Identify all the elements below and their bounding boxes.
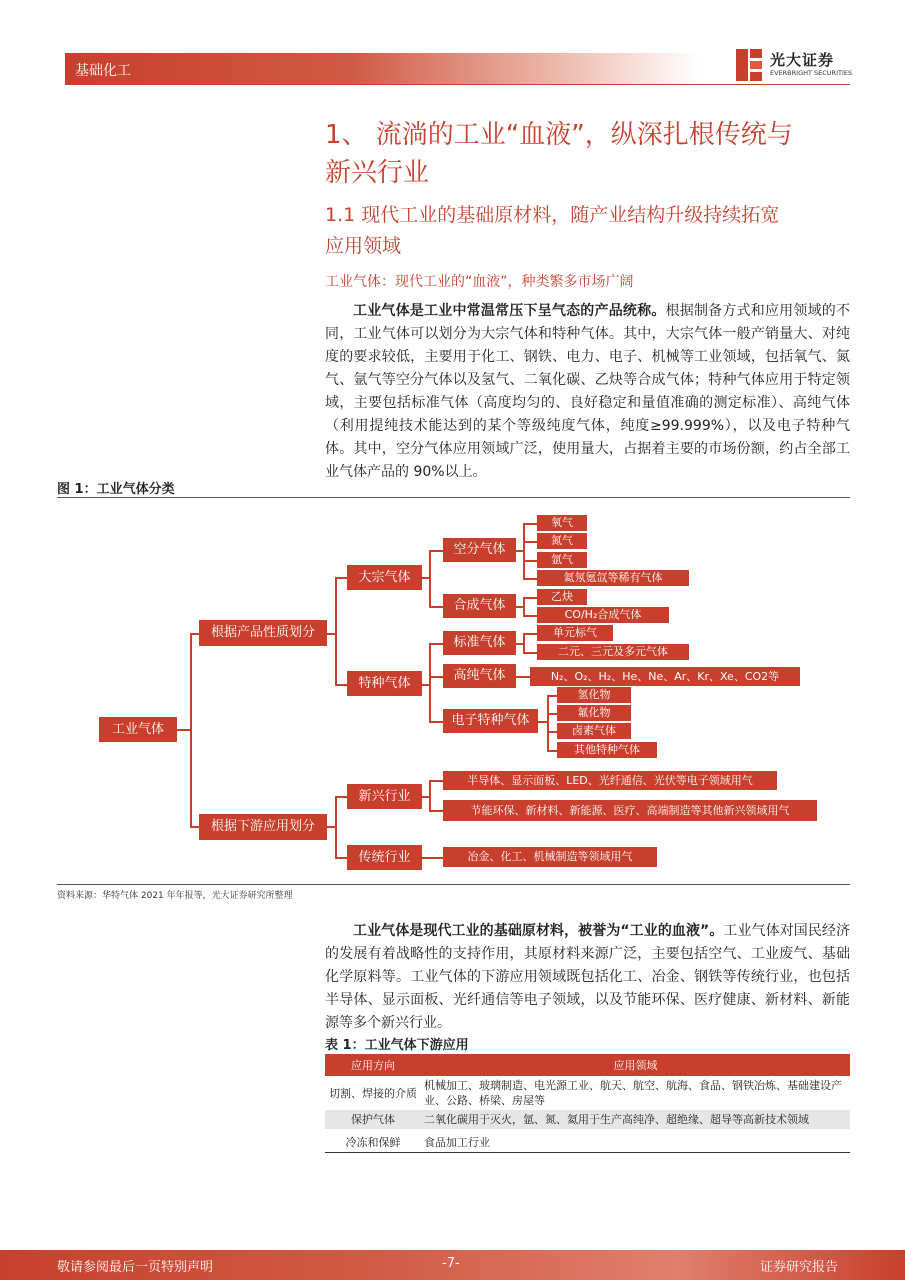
node-emerging-industry: 新兴行业 (347, 784, 422, 809)
node-air-separation: 空分气体 (443, 538, 516, 562)
leaf-electronic-use: 半导体、显示面板、LED、光纤通信、光伏等电子领域用气 (443, 771, 777, 790)
page-number: -7- (442, 1256, 460, 1271)
leaf-syngas: CO/H₂合成气体 (537, 607, 669, 623)
report-category: 基础化工 (75, 63, 131, 79)
connector (429, 721, 443, 723)
connector (429, 643, 431, 721)
subsection-heading-line2: 应用领域 (325, 235, 402, 257)
connector (523, 578, 537, 580)
node-electronic-special-gas: 电子特种气体 (443, 709, 538, 733)
connector (523, 523, 537, 525)
connector (429, 676, 443, 678)
connector (523, 560, 537, 562)
header-rule (65, 84, 850, 85)
connector (523, 597, 537, 599)
connector (421, 857, 443, 859)
leaf-rare-gases: 氦氖氪氙等稀有气体 (537, 570, 689, 586)
leaf-oxygen: 氧气 (537, 515, 587, 531)
connector (523, 597, 525, 615)
node-standard-gas: 标准气体 (443, 631, 516, 655)
footer-disclaimer: 敬请参阅最后一页特别声明 (57, 1260, 214, 1275)
table-cell: 机械加工、玻璃制造、电光源工业、航天、航空、航海、食品、钢铁冶炼、基础建设产业、公路、桥梁、房屋等 (424, 1079, 842, 1107)
section-heading-line1: 1、 流淌的工业“血液”，纵深扎根传统与 (325, 120, 793, 150)
logo-english-name: EVERBRIGHT SECURITIES (770, 69, 853, 77)
node-by-property: 根据产品性质划分 (199, 620, 327, 646)
node-traditional-industry: 传统行业 (347, 845, 422, 870)
connector (547, 713, 557, 715)
connector (523, 615, 537, 617)
connector (335, 684, 347, 686)
paragraph-2-lead: 工业气体是现代工业的基础原材料，被誉为“工业的血液”。 (353, 923, 724, 939)
table-cell: 食品加工行业 (424, 1135, 490, 1149)
logo-mark-icon (736, 49, 764, 81)
connector (429, 780, 431, 810)
table-header-field: 应用领域 (421, 1054, 850, 1076)
figure-title: 图 1：工业气体分类 (57, 482, 175, 497)
figure-bottom-rule (57, 884, 850, 885)
connector (335, 796, 347, 798)
paragraph-2 (325, 920, 850, 1035)
paragraph-1 (325, 300, 850, 484)
leaf-multi-standard: 二元、三元及多元气体 (537, 644, 689, 660)
footer-bar (0, 1250, 905, 1280)
connector (429, 606, 443, 608)
node-industrial-gas: 工业气体 (99, 717, 177, 742)
connector (429, 550, 443, 552)
connector (335, 796, 337, 857)
table-row (325, 1076, 850, 1110)
connector (515, 676, 530, 678)
header-bar (65, 53, 700, 85)
company-logo (736, 47, 856, 83)
table-bottom-rule (325, 1152, 850, 1153)
leaf-other-emerging-use: 节能环保、新材料、新能源、医疗、高端制造等其他新兴领域用气 (443, 800, 817, 821)
topic-heading: 工业气体：现代工业的“血液”，种类繁多市场广阔 (325, 274, 634, 290)
connector (523, 523, 525, 578)
node-high-purity-gas: 高纯气体 (443, 664, 516, 688)
figure-top-rule (57, 497, 850, 498)
connector (335, 857, 347, 859)
leaf-argon: 氩气 (537, 552, 587, 568)
table-cell: 二氧化碳用于灭火，氩、氮、氦用于生产高纯净、超绝缘、超导等高新技术领域 (421, 1110, 850, 1129)
table-cell: 切割、焊接的介质 (329, 1086, 417, 1100)
logo-chinese-name: 光大证券 (770, 51, 835, 69)
leaf-hydrides: 氢化物 (557, 687, 631, 703)
paragraph-1-lead: 工业气体是工业中常温常压下呈气态的产品统称。 (353, 303, 666, 319)
connector (335, 577, 347, 579)
connector (429, 643, 443, 645)
paragraph-1-body: 根据制备方式和应用领域的不同，工业气体可以划分为大宗气体和特种气体。其中，大宗气体一般产销量大、对纯度的要求较低，主要用于化工、钢铁、电力、电子、机械等工业领域，包括氧气、氮气、氩气等空分气体以及氢气、二氧化碳、乙炔等合成气体；特种气体应用于特定领域，主要包括标准气体（高度均匀的、良好稳定和量值准确的测定标准）、高纯气体（利用提纯技术能达到的某个等级纯度气体，纯度≥99.999%），以及电子特种气体。其中，空分气体应用领域广泛，使用量大，占据着主要的市场份额，约占全部工业气体产品的 90%以上。 (325, 303, 851, 480)
table-cell: 保护气体 (325, 1110, 421, 1129)
connector (547, 731, 557, 733)
subsection-heading-line1: 1.1 现代工业的基础原材料，随产业结构升级持续拓宽 (325, 204, 780, 226)
leaf-nitrogen: 氮气 (537, 533, 587, 549)
table-cell: 冷冻和保鲜 (345, 1135, 401, 1149)
node-by-downstream: 根据下游应用划分 (199, 814, 327, 840)
connector (523, 541, 537, 543)
leaf-single-standard: 单元标气 (537, 625, 613, 641)
paragraph-2-body: 工业气体对国民经济的发展有着战略性的支持作用，其原材料来源广泛，主要包括空气、工业废气、基础化学原料等。工业气体的下游应用领域既包括化工、冶金、钢铁等传统行业，也包括半导体、显示面板、光纤通信等电子领域，以及节能环保、医疗健康、新材料、新能源等多个新兴行业。 (325, 923, 850, 1031)
connector (523, 633, 537, 635)
leaf-traditional-use: 冶金、化工、机械制造等领域用气 (443, 847, 657, 867)
section-heading (325, 116, 855, 192)
connector (547, 695, 557, 697)
connector (523, 633, 525, 652)
section-heading-line2: 新兴行业 (325, 158, 430, 188)
figure-source: 资料来源：华特气体 2021 年年报等，光大证券研究所整理 (57, 891, 293, 901)
connector (335, 577, 337, 684)
table-header-row (325, 1054, 850, 1076)
subsection-heading (325, 200, 855, 262)
leaf-other-special: 其他特种气体 (557, 742, 657, 758)
connector (429, 780, 443, 782)
connector (547, 695, 549, 750)
node-bulk-gas: 大宗气体 (347, 565, 422, 590)
table-header-direction: 应用方向 (325, 1054, 421, 1076)
node-synthetic-gas: 合成气体 (443, 594, 516, 618)
node-special-gas: 特种气体 (347, 671, 422, 696)
connector (429, 810, 443, 812)
connector (190, 633, 192, 826)
connector (177, 729, 191, 731)
connector (523, 652, 537, 654)
leaf-high-purity-list: N₂、O₂、H₂、He、Ne、Ar、Kr、Xe、CO2等 (530, 667, 800, 686)
connector (429, 550, 431, 606)
connector (547, 750, 557, 752)
leaf-halogen-gas: 卤素气体 (557, 723, 631, 739)
table-title: 表 1：工业气体下游应用 (325, 1038, 469, 1053)
table-row (325, 1110, 850, 1129)
footer-report-type: 证券研究报告 (760, 1260, 839, 1275)
application-table (325, 1054, 850, 1155)
leaf-acetylene: 乙炔 (537, 589, 587, 605)
leaf-fluorides: 氟化物 (557, 705, 631, 721)
